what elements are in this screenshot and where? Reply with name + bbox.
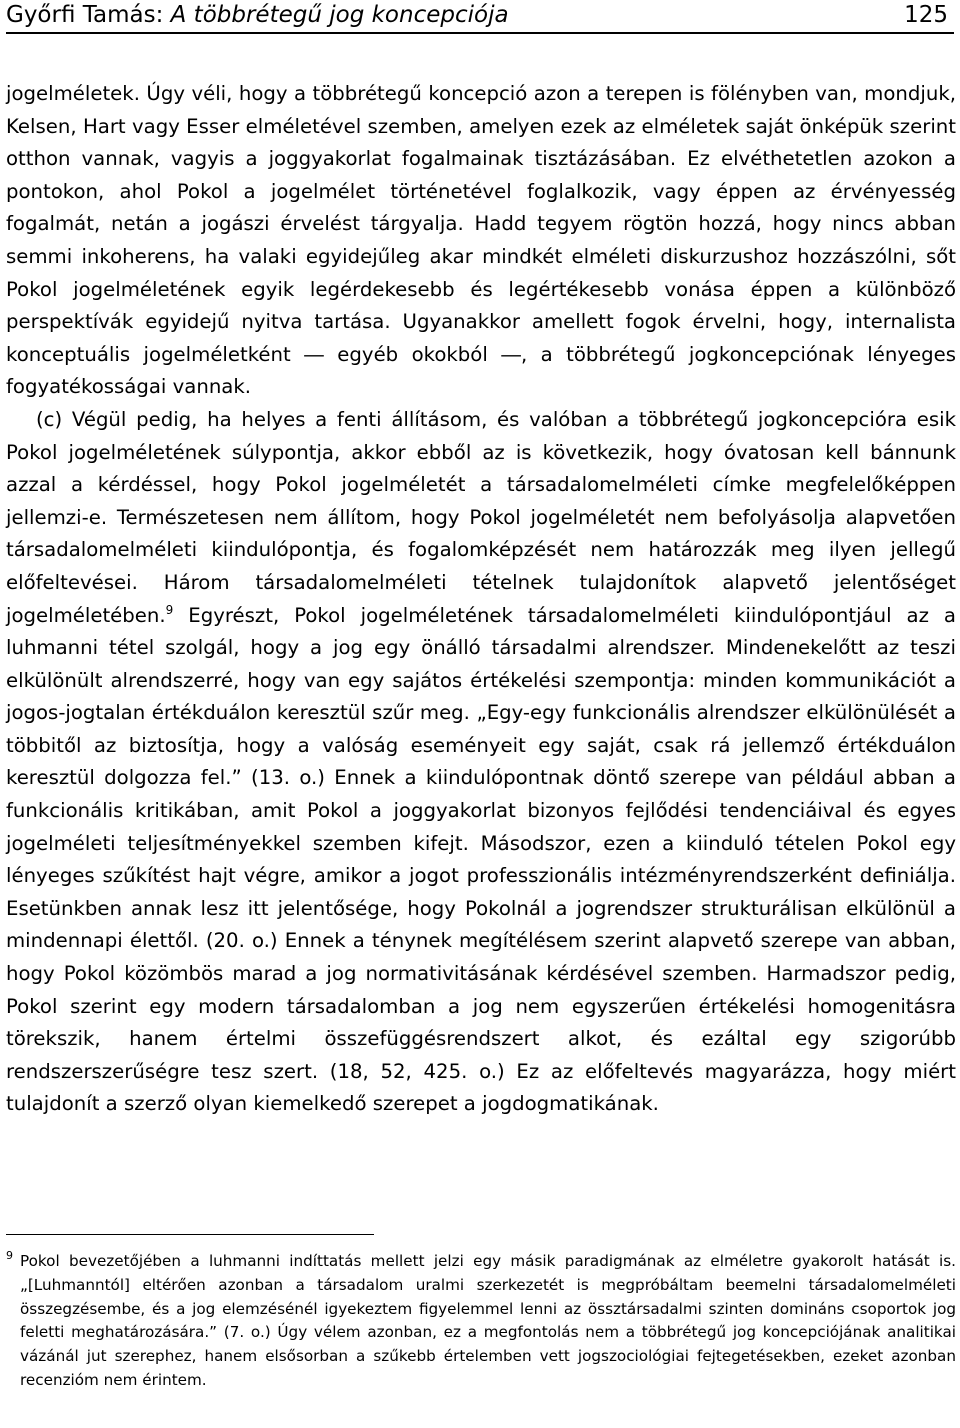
footnote-number: 9 [6, 1249, 13, 1262]
header-author [6, 0, 509, 30]
paragraph-1: jogelméletek. Úgy véli, hogy a többrétegű koncepció azon a terepen is fölényben van, mondjuk, Kelsen, Hart vagy Esser elméletével szemben, amelyen ezek az elméletek saját önképük szerint otthon vannak, vagyis a joggyakorlat fogalmainak tisztázásában. Ez elvéthetetlen azokon a pontokon, ahol Pokol a jogelmélet történetével foglalkozik, vagy éppen az érvényesség fogalmát, netán a jogászi érvelést tárgyalja. Hadd tegyem rögtön hozzá, hogy nincs abban semmi inkoherens, ha valaki egyidejűleg akar mindkét elméleti diskurzushoz hozzászólni, sőt Pokol jogelméletének egyik legérdekesebb és legértékesebb vonása éppen a különböző perspektívák egyidejű nyitva tartása. Ugyanakkor amellett fogok érvelni, hogy, internalista konceptuális jogelméletként ― egyéb okokból ―, a többrétegű jogkoncepciónak lényeges fogyatékosságai vannak. [6, 82, 956, 399]
footnote-separator [6, 1234, 374, 1235]
footnote [6, 1250, 956, 1393]
paragraph-2-part-b: Egyrészt, Pokol jogelméletének társadalomelméleti kiindulópontjául az a luhmanni tétel szolgál, hogy a jog egy önálló társadalmi alrendszer. Mindenekelőtt az teszi elkülönült alrendszerré, hogy van egy sajátos értékelési szempontja: minden kommunikációt a jogos-jogtalan értékduálon keresztül szűr meg. „Egy-egy funkcionális alrendszer elkülönülését a többitől az biztosítja, hogy a valóság eseményeit egy saját, csak rá jellemző értékduálon keresztül dolgozza fel.” (13. o.) Ennek a kiindulópontnak döntő szerepe van például abban a funkcionális kritikában, amit Pokol a joggyakorlat bizonyos fejlődési tendenciáival és egyes jogelméleti teljesítményekkel szemben kifejt. Másodszor, ezen a kiinduló tételen Pokol egy lényeges szűkítést hajt végre, amikor a jogot professzionális intézményrendszerként definiálja. Esetünkben annak lesz itt jelentősége, hogy Pokolnál a jogrendszer strukturálisan elkülönül a mindennapi élettől. (20. o.) Ennek a ténynek megítélésem szerint alapvető szerepe van abban, hogy Pokol közömbös marad a jog normativitásának kérdésével szemben. Harmadszor pedig, Pokol szerint egy modern társadalomban a jog nem egyszerűen értékelési homogenitásra törekszik, hanem értelmi összefüggésrendszert alkot, és ezáltal egy szigorúbb rendszerszerűségre tesz szert. (18, 52, 425. o.) Ez az előfeltevés magyarázza, hogy miért tulajdonít a szerző olyan kiemelkedő szerepet a jogdogmatikának. [6, 603, 956, 1116]
footnote-reference[interactable]: 9 [165, 602, 174, 617]
page-number: 125 [904, 2, 948, 28]
header-title: A többrétegű jog koncepciója [170, 2, 509, 28]
running-header [6, 0, 954, 34]
main-text [6, 78, 956, 1121]
paragraph-2-part-a: (c) Végül pedig, ha helyes a fenti állításom, és valóban a többrétegű jogkoncepcióra esik Pokol jogelméletének súlypontja, akkor ebből az is következik, hogy óvatosan kell bánnunk azzal a kérdéssel, hogy Pokol jogelméletét a társadalomelméleti címke megfelelőképpen jellemzi-e. Természetesen nem állítom, hogy Pokol jogelméletét nem befolyásolja alapvetően társadalomelméleti kiindulópontja, és fogalomképzését nem határozzák meg ilyen jellegű előfeltevései. Három társadalomelméleti tételnek tulajdonítok alapvető jelentőséget jogelméletében. [6, 407, 956, 627]
header-author-name: Győrfi Tamás: [6, 2, 164, 28]
footnote-text: Pokol bevezetőjében a luhmanni indíttatás mellett jelzi egy másik paradigmának az elméletre gyakorolt hatását is. „[Luhmanntól] eltérően azonban a társadalom uralmi szerkezetét is megpróbáltam beemelni társadalomelméleti összegzésembe, és a jog elemzésénél igyekeztem figyelemmel lenni az össztársadalmi szinten domináns csoportok jog feletti meghatározására.” (7. o.) Úgy vélem azonban, ez a megfontolás nem a többrétegű jog koncepciójának analitikai vázánál jut szerephez, hanem elsősorban a szűkebb értelemben vett jogszociológiai fejtegetésekben, ezeket azonban recenzióm nem érintem. [20, 1252, 956, 1389]
paragraph-2 [6, 404, 956, 1121]
